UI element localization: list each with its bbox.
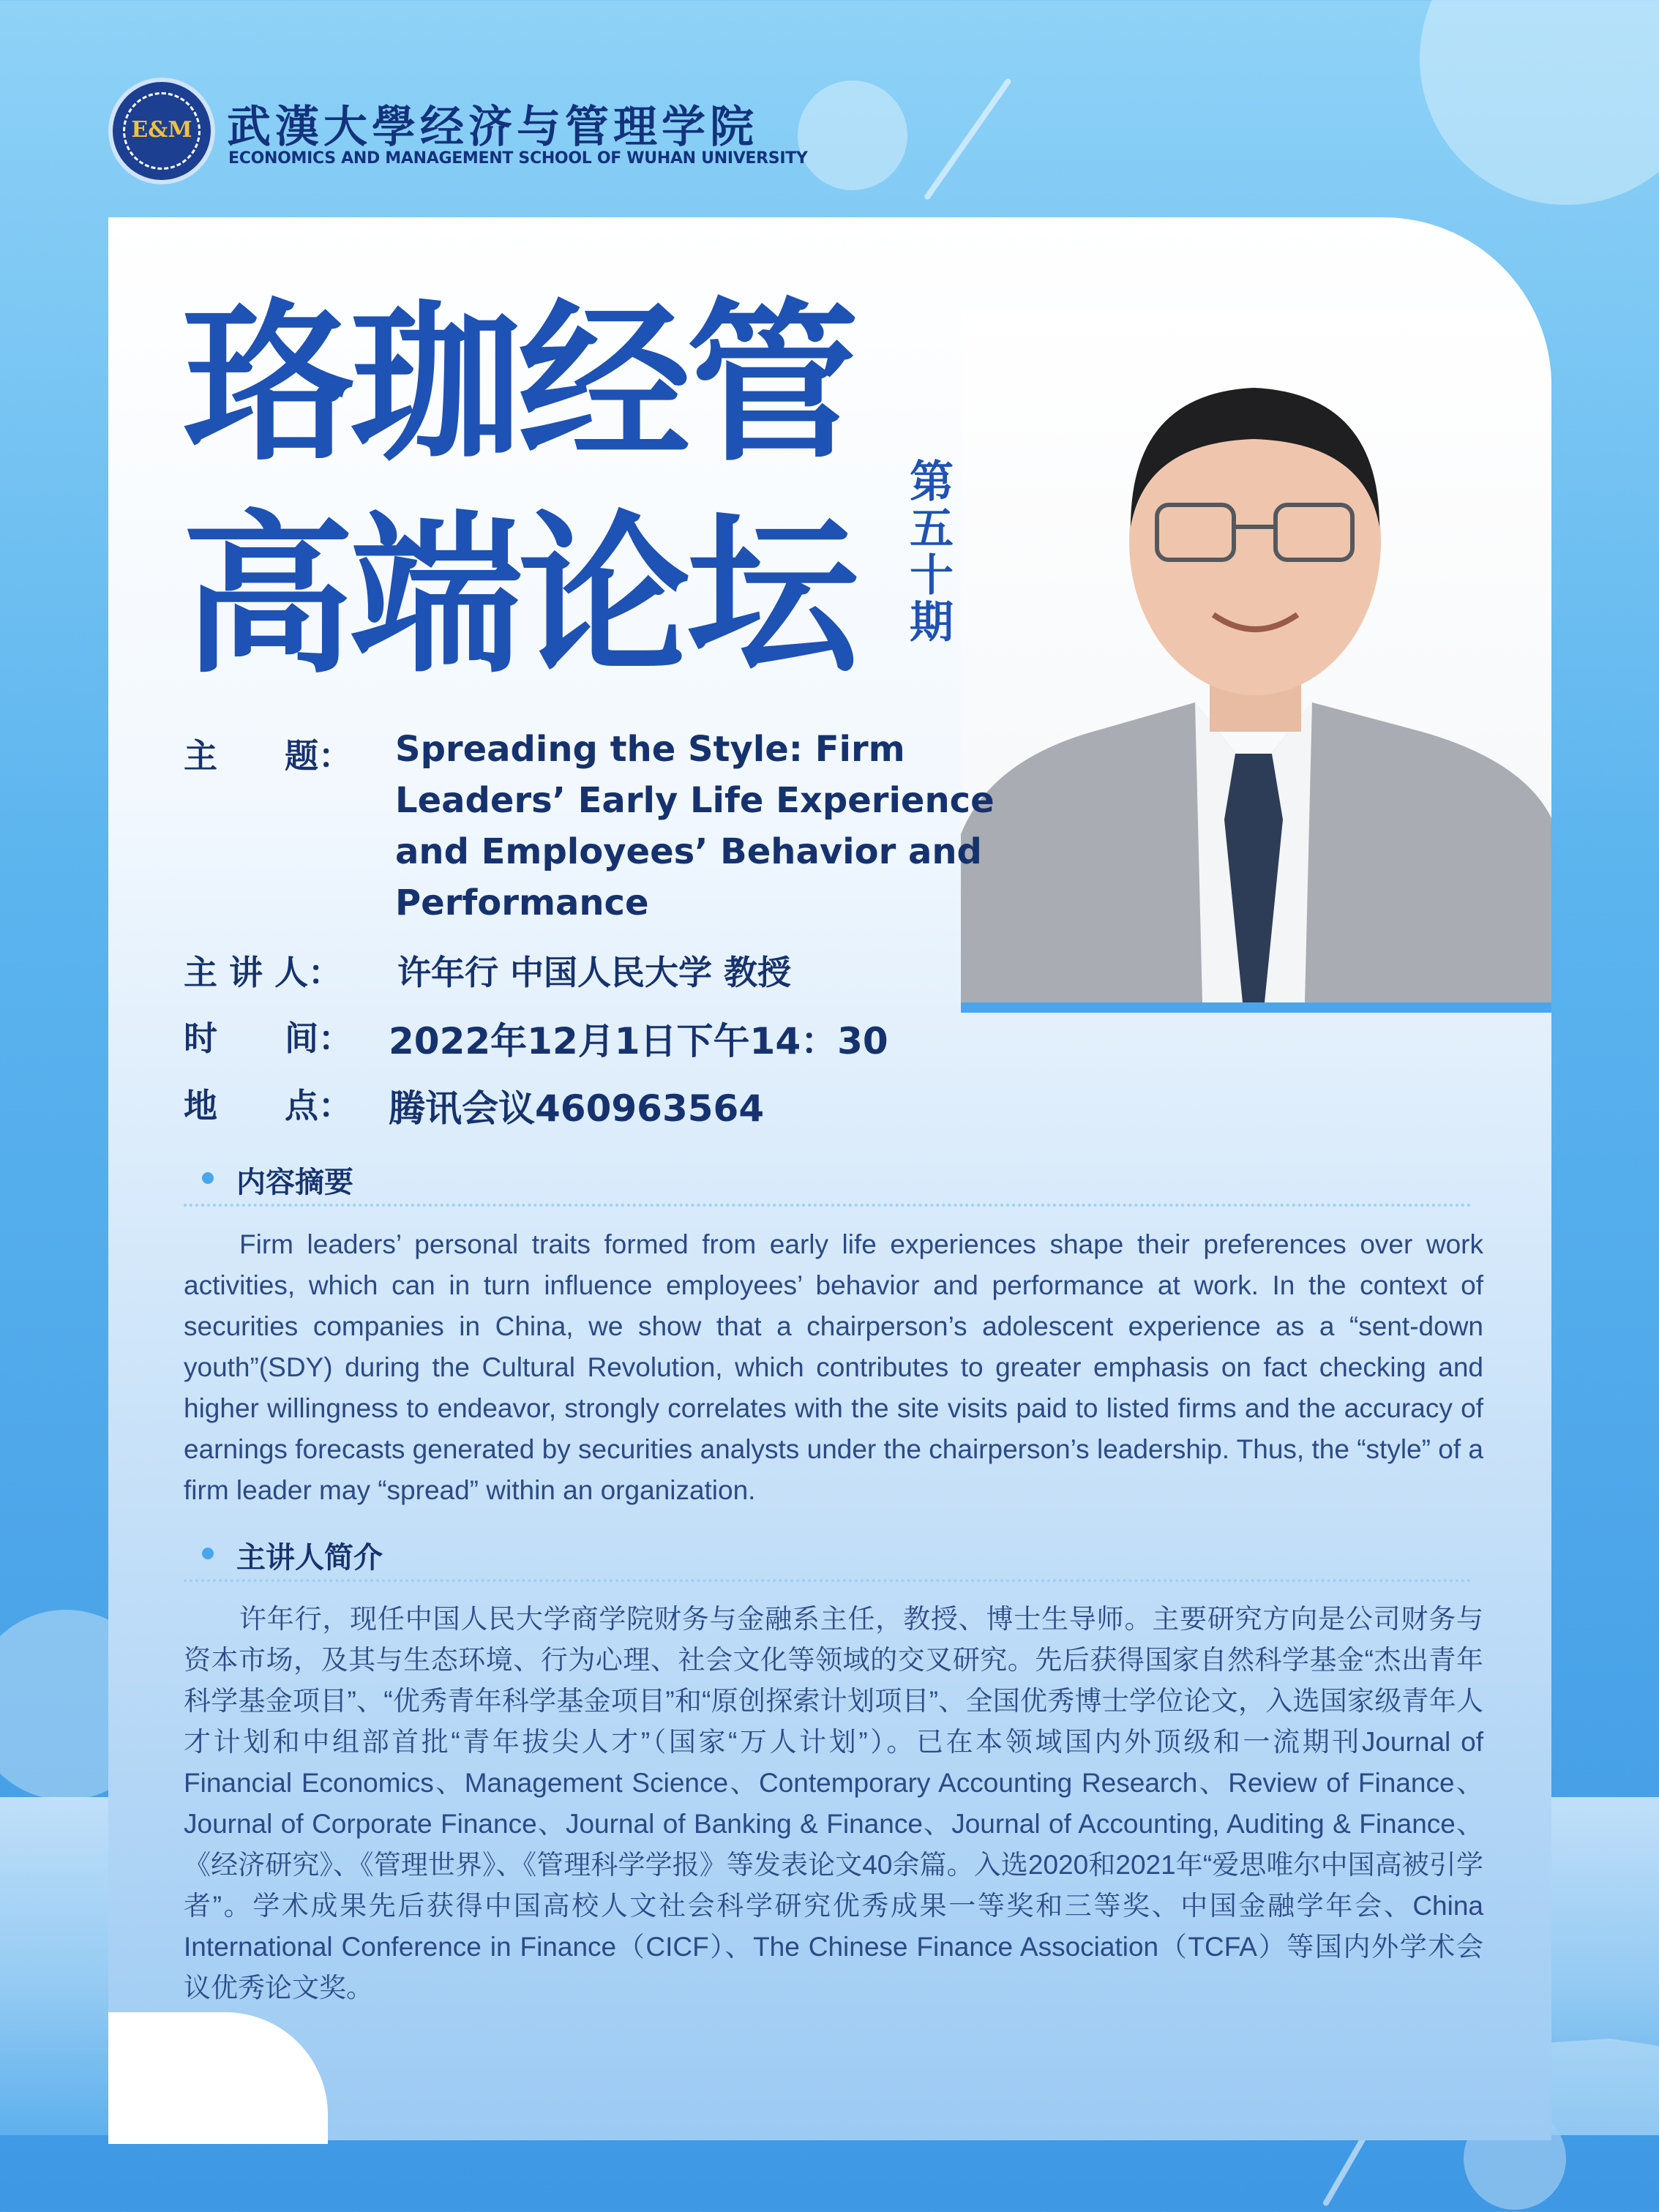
school-logo xyxy=(108,78,808,187)
issue-number: 第五十期 xyxy=(910,457,954,648)
forum-title-line1: 珞珈经管 xyxy=(181,283,855,484)
decor-streak-top xyxy=(924,78,1012,200)
speaker-portrait-icon xyxy=(961,307,1551,1002)
photo-accent-bar xyxy=(961,1002,1551,1013)
time-label: 时 间： xyxy=(184,1019,352,1058)
bio-bullet-icon xyxy=(202,1548,214,1559)
school-name-cn: 武漢大學经济与管理学院 xyxy=(227,102,758,153)
abstract-bullet-icon xyxy=(202,1172,214,1184)
abstract-heading: 内容摘要 xyxy=(236,1166,353,1199)
forum-title-line2: 高端论坛 xyxy=(181,495,855,697)
abstract-text: Firm leaders’ personal traits formed from early life experiences shape their preferences over work activities, which can in turn influence employees’ behavior and performance at work. In the context of securities companies in China, we show that a chairperson’s adolescent experience as a “sent-down youth”(SDY) during the Cultural Revolution, which contributes to greater emphasis on fact checking and higher willingness to endeavor, strongly correlates with the site visits paid to listed firms and the accuracy of earnings forecasts generated by securities analysts under the chairperson’s leadership. Thus, the “style” of a firm leader may “spread” within an organization. xyxy=(184,1229,1483,1505)
school-seal-icon xyxy=(108,78,215,184)
bio-divider xyxy=(184,1579,1472,1582)
speaker-label: 主 讲 人： xyxy=(184,953,342,992)
abstract-divider xyxy=(184,1204,1472,1207)
bio-heading: 主讲人简介 xyxy=(236,1541,383,1575)
decor-bubble-top-right xyxy=(1420,0,1659,205)
poster-card xyxy=(108,217,1551,2140)
speaker-photo xyxy=(961,307,1551,1002)
place-value: 腾讯会议460963564 xyxy=(389,1087,765,1130)
topic-label: 主 题： xyxy=(184,736,352,776)
decor-bubble-small xyxy=(798,80,907,190)
place-label: 地 点： xyxy=(184,1086,352,1125)
seal-abbr: E&M xyxy=(131,117,192,143)
speaker-value: 许年行 中国人民大学 教授 xyxy=(397,953,792,992)
bio-text: 许年行，现任中国人民大学商学院财务与金融系主任，教授、博士生导师。主要研究方向是公司财务与资本市场，及其与生态环境、行为心理、社会文化等领域的交叉研究。先后获得国家自然科学基金“杰出青年科学基金项目”、“优秀青年科学基金项目”和“原创探索计划项目”、全国优秀博士学位论文，入选国家级青年人才计划和中组部首批“青年拔尖人才”（国家“万人计划”）。已在本领域国内外顶级和一流期刊Journal of Financial Economics、Management Science、Contemporary Accounting Research、Review of Finance、Journal of Corporate Finance、Journal of Banking & Finance、Journal of Accounting, Auditing & Finance、《经济研究》、《管理世界》、《管理科学学报》等发表论文40余篇。入选2020和2021年“爱思唯尔中国高被引学者”。学术成果先后获得中国高校人文社会科学研究优秀成果一等奖和三等奖、中国金融学年会、China International Conference in Finance（CICF）、The Chinese Finance Association（TCFA）等国内外学术会议优秀论文奖。 xyxy=(184,1604,1483,2003)
topic-value: Spreading the Style: Firm Leaders’ Early Life Experience and Employees’ Behavior and Performance xyxy=(395,729,995,923)
time-value: 2022年12月1日下午14：30 xyxy=(389,1020,888,1062)
school-name-en: ECONOMICS AND MANAGEMENT SCHOOL OF WUHAN UNIVERSITY xyxy=(228,149,808,168)
